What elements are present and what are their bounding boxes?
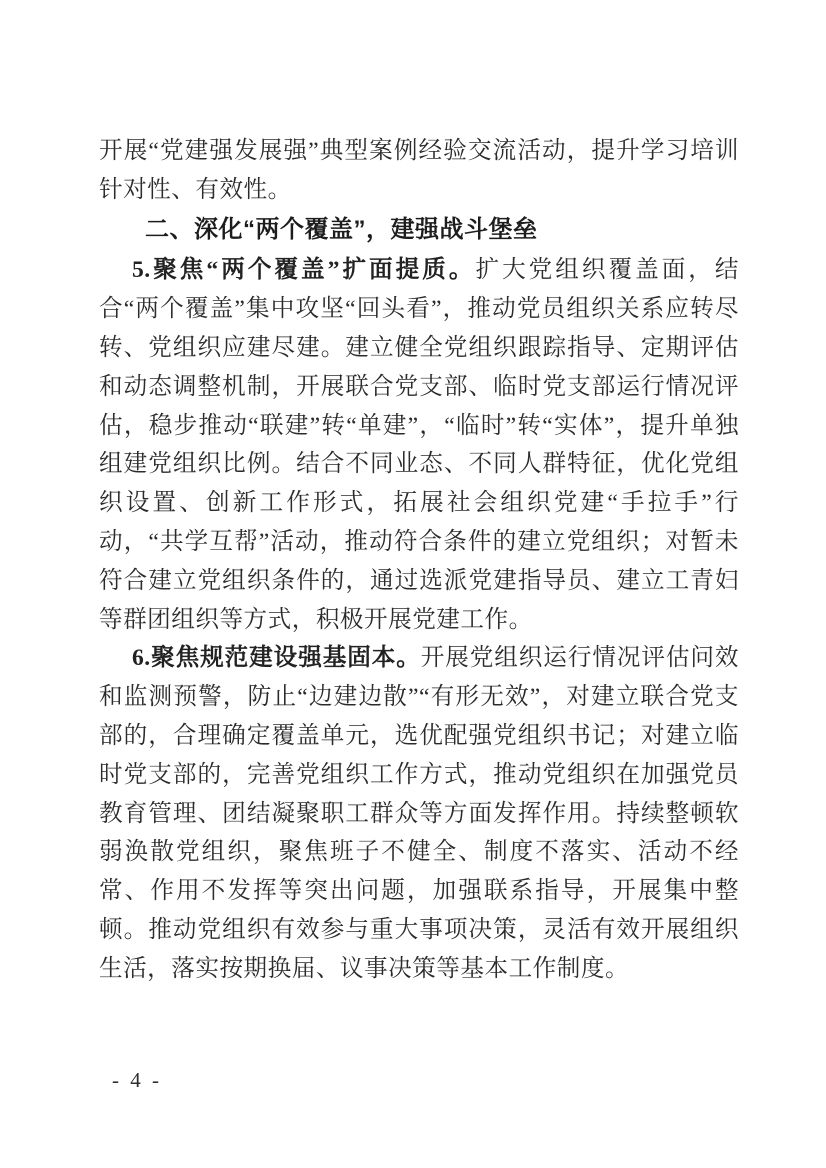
paragraph-5-text: 扩大党组织覆盖面，结合“两个覆盖”集中攻坚“回头看”，推动党员组织关系应转尽转、党组织应建尽建。建立健全党组织跟踪指导、定期评估和动态调整机制，开展联合党支部、临时党支部运行情况评估，稳步推动“联建”转“单建”，“临时”转“实体”，提升单独组建党组织比例。结合不同业态、不同人群特征，优化党组织设置、创新工作形式，拓展社会组织党建“手拉手”行动，“共学互帮”活动，推动符合条件的建立党组织；对暂未符合建立党组织条件的，通过选派党建指导员、建立工青妇等群团组织等方式，积极开展党建工作。 xyxy=(99,257,739,633)
paragraph-intro-continuation: 开展“党建强发展强”典型案例经验交流活动，提升学习培训针对性、有效性。 xyxy=(99,138,739,203)
paragraph-5-lead: 5.聚焦“两个覆盖”扩面提质。 xyxy=(132,257,476,284)
paragraph-item-5 xyxy=(99,251,739,639)
document-body xyxy=(99,132,739,989)
section-heading: 二、深化“两个覆盖”，建强战斗堡垒 xyxy=(145,215,538,243)
paragraph-item-6 xyxy=(99,639,739,988)
page-number: - 4 - xyxy=(112,1068,162,1092)
paragraph-6-text: 开展党组织运行情况评估问效和监测预警，防止“边建边散”“有形无效”，对建立联合党支部的，合理确定覆盖单元，选优配强党组织书记；对建立临时党支部的，完善党组织工作方式，推动党组织在加强党员教育管理、团结凝聚职工群众等方面发挥作用。持续整顿软弱涣散党组织，聚焦班子不健全、制度不落实、活动不经常、作用不发挥等突出问题，加强联系指导，开展集中整顿。推动党组织有效参与重大事项决策，灵活有效开展组织生活，落实按期换届、议事决策等基本工作制度。 xyxy=(99,645,739,982)
paragraph-6-lead: 6.聚焦规范建设强基固本。 xyxy=(132,645,421,672)
